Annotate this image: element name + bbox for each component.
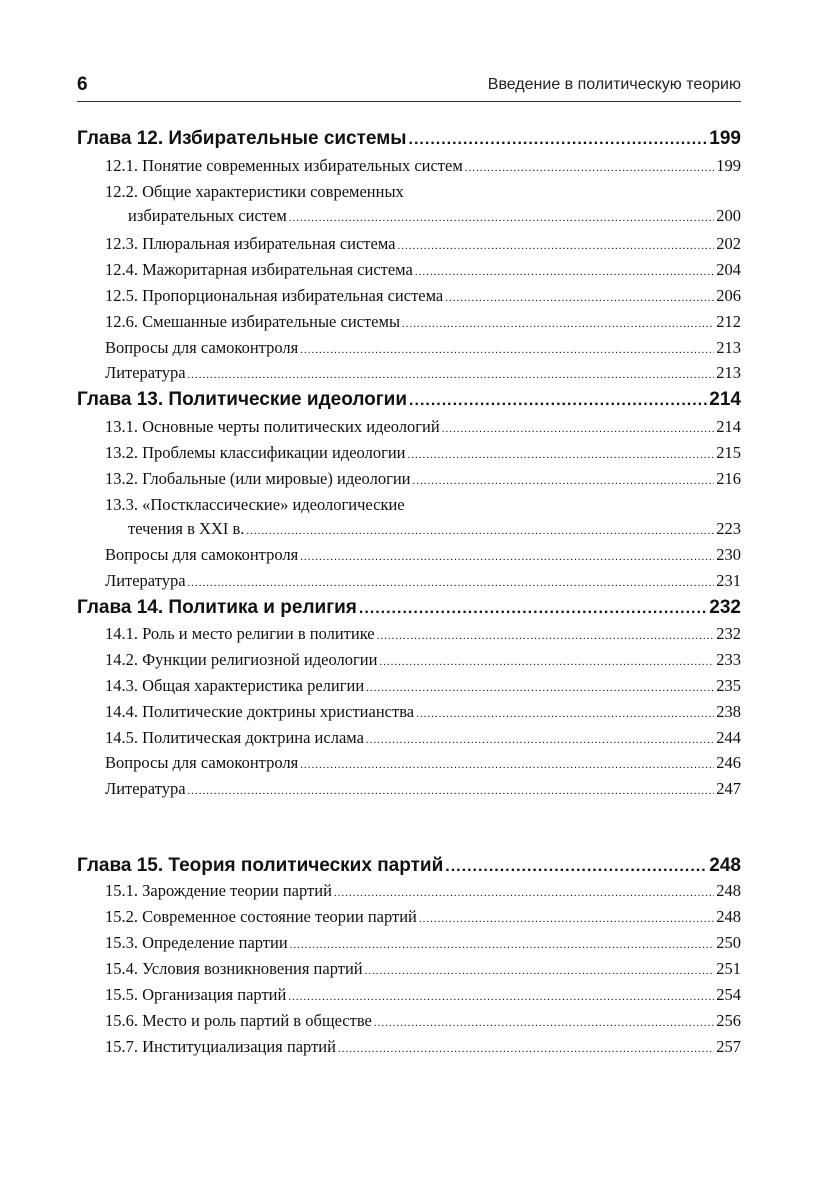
page-ref: 215	[716, 443, 741, 462]
dot-leader	[290, 933, 715, 957]
dot-leader	[300, 753, 714, 777]
toc-entry[interactable]	[105, 957, 741, 981]
toc-entry[interactable]	[105, 284, 741, 308]
page-ref: 200	[716, 206, 741, 225]
entry-title: 13.2. Проблемы классификации идеологии	[105, 443, 406, 462]
toc-entry[interactable]	[105, 467, 741, 491]
toc-entry[interactable]	[128, 517, 741, 541]
running-title: Введение в политическую теорию	[487, 76, 741, 93]
toc-entry[interactable]	[105, 154, 741, 178]
dot-leader	[338, 1037, 714, 1061]
page-ref: 247	[716, 779, 741, 798]
dot-leader	[415, 260, 714, 284]
page-ref: 199	[709, 128, 741, 149]
dot-leader	[334, 881, 714, 905]
dot-leader	[379, 650, 714, 674]
toc-entry[interactable]	[105, 1035, 741, 1059]
page-ref: 248	[709, 855, 741, 876]
page-number: 6	[77, 74, 88, 95]
entry-title: 12.2. Общие характеристики современных	[105, 182, 404, 201]
entry-title: 15.1. Зарождение теории партий	[105, 881, 332, 900]
toc-entry[interactable]	[105, 622, 741, 646]
entry-title: 13.1. Основные черты политических идеологий	[105, 417, 440, 436]
dot-leader	[288, 985, 714, 1009]
dot-leader	[359, 600, 707, 618]
toc-entry[interactable]	[105, 180, 741, 204]
entry-title: Глава 14. Политика и религия	[77, 597, 357, 618]
page-ref: 213	[716, 363, 741, 382]
entry-title: избирательных систем	[128, 206, 287, 225]
page-ref: 251	[716, 959, 741, 978]
toc-entry[interactable]	[105, 361, 741, 385]
page-ref: 235	[716, 676, 741, 695]
page-ref: 212	[716, 312, 741, 331]
page-ref: 213	[716, 338, 741, 357]
header-rule	[77, 101, 741, 102]
toc-entry[interactable]	[105, 493, 741, 517]
dot-leader	[300, 338, 714, 362]
page-ref: 257	[716, 1037, 741, 1056]
dot-leader	[416, 702, 714, 726]
toc-entry[interactable]	[105, 310, 741, 334]
page-ref: 250	[716, 933, 741, 952]
page-ref: 233	[716, 650, 741, 669]
entry-title: 12.5. Пропорциональная избирательная система	[105, 286, 444, 305]
entry-title: 15.4. Условия возникновения партий	[105, 959, 363, 978]
entry-title: Глава 15. Теория политических партий	[77, 855, 444, 876]
dot-leader	[188, 363, 715, 387]
dot-leader	[419, 907, 714, 931]
entry-title: Вопросы для самоконтроля	[105, 545, 299, 564]
entry-title: Литература	[105, 571, 186, 590]
dot-leader	[408, 443, 715, 467]
page-ref: 254	[716, 985, 741, 1004]
dot-leader	[445, 858, 707, 876]
page-ref: 238	[716, 702, 741, 721]
toc-entry[interactable]	[105, 983, 741, 1007]
toc-entry[interactable]	[105, 648, 741, 672]
page-ref: 232	[709, 597, 741, 618]
page-ref: 248	[716, 907, 741, 926]
page-ref: 206	[716, 286, 741, 305]
dot-leader	[246, 519, 714, 543]
page-ref: 246	[716, 753, 741, 772]
toc-chapter[interactable]	[77, 855, 741, 879]
entry-title: 14.3. Общая характеристика религии	[105, 676, 365, 695]
entry-title: 12.4. Мажоритарная избирательная система	[105, 260, 413, 279]
toc-entry[interactable]	[105, 751, 741, 775]
page-ref: 223	[716, 519, 741, 538]
dot-leader	[374, 1011, 714, 1035]
entry-title: Литература	[105, 363, 186, 382]
entry-title: 13.2. Глобальные (или мировые) идеологии	[105, 469, 411, 488]
toc-entry[interactable]	[105, 777, 741, 801]
page-ref: 204	[716, 260, 741, 279]
page-ref: 230	[716, 545, 741, 564]
page-ref: 256	[716, 1011, 741, 1030]
entry-title: 15.7. Институциализация партий	[105, 1037, 336, 1056]
entry-title: течения в XXI в.	[128, 519, 245, 538]
entry-title: 14.1. Роль и место религии в политике	[105, 624, 375, 643]
entry-title: 15.5. Организация партий	[105, 985, 287, 1004]
entry-title: 13.3. «Постклассические» идеологические	[105, 495, 405, 514]
dot-leader	[289, 206, 714, 230]
entry-title: 14.4. Политические доктрины христианства	[105, 702, 415, 721]
dot-leader	[366, 676, 714, 700]
toc-entry[interactable]	[105, 726, 741, 750]
toc-entry[interactable]	[105, 232, 741, 256]
entry-title: 14.5. Политическая доктрина ислама	[105, 728, 364, 747]
toc-entry[interactable]	[105, 336, 741, 360]
toc-entry[interactable]	[128, 204, 741, 228]
page-ref: 199	[716, 156, 741, 175]
dot-leader	[465, 156, 714, 180]
toc-entry[interactable]	[105, 441, 741, 465]
page-ref: 202	[716, 234, 741, 253]
toc-entry[interactable]	[105, 415, 741, 439]
entry-title: 14.2. Функции религиозной идеологии	[105, 650, 378, 669]
toc-chapter[interactable]	[77, 128, 741, 152]
entry-title: 12.1. Понятие современных избирательных систем	[105, 156, 463, 175]
entry-title: Литература	[105, 779, 186, 798]
toc-entry[interactable]	[105, 543, 741, 567]
toc-chapter[interactable]	[77, 389, 741, 413]
page-ref: 216	[716, 469, 741, 488]
dot-leader	[365, 959, 715, 983]
dot-leader	[366, 728, 714, 752]
dot-leader	[188, 571, 715, 595]
entry-title: Глава 13. Политические идеологии	[77, 389, 408, 410]
dot-leader	[409, 392, 707, 410]
toc-entry[interactable]	[105, 879, 741, 903]
toc-entry[interactable]	[105, 569, 741, 593]
page-ref: 214	[716, 417, 741, 436]
dot-leader	[442, 417, 715, 441]
toc-entry[interactable]	[105, 258, 741, 282]
toc-entry[interactable]	[105, 1009, 741, 1033]
entry-title: Вопросы для самоконтроля	[105, 753, 299, 772]
page-ref: 244	[716, 728, 741, 747]
toc-entry[interactable]	[105, 674, 741, 698]
toc-entry[interactable]	[105, 700, 741, 724]
entry-title: 15.6. Место и роль партий в обществе	[105, 1011, 372, 1030]
entry-title: 15.2. Современное состояние теории партий	[105, 907, 417, 926]
dot-leader	[445, 286, 714, 310]
page-ref: 231	[716, 571, 741, 590]
dot-leader	[409, 131, 708, 149]
dot-leader	[300, 545, 714, 569]
dot-leader	[413, 469, 715, 493]
page-ref: 248	[716, 881, 741, 900]
toc-entry[interactable]	[105, 931, 741, 955]
dot-leader	[188, 779, 715, 803]
page-ref: 232	[716, 624, 741, 643]
entry-title: 15.3. Определение партии	[105, 933, 288, 952]
entry-title: 12.3. Плюральная избирательная система	[105, 234, 396, 253]
dot-leader	[402, 312, 714, 336]
dot-leader	[398, 234, 715, 258]
toc-chapter[interactable]	[77, 597, 741, 621]
entry-title: Вопросы для самоконтроля	[105, 338, 299, 357]
entry-title: 12.6. Смешанные избирательные системы	[105, 312, 401, 331]
entry-title: Глава 12. Избирательные системы	[77, 128, 407, 149]
dot-leader	[377, 624, 715, 648]
toc-entry[interactable]	[105, 905, 741, 929]
page-ref: 214	[709, 389, 741, 410]
